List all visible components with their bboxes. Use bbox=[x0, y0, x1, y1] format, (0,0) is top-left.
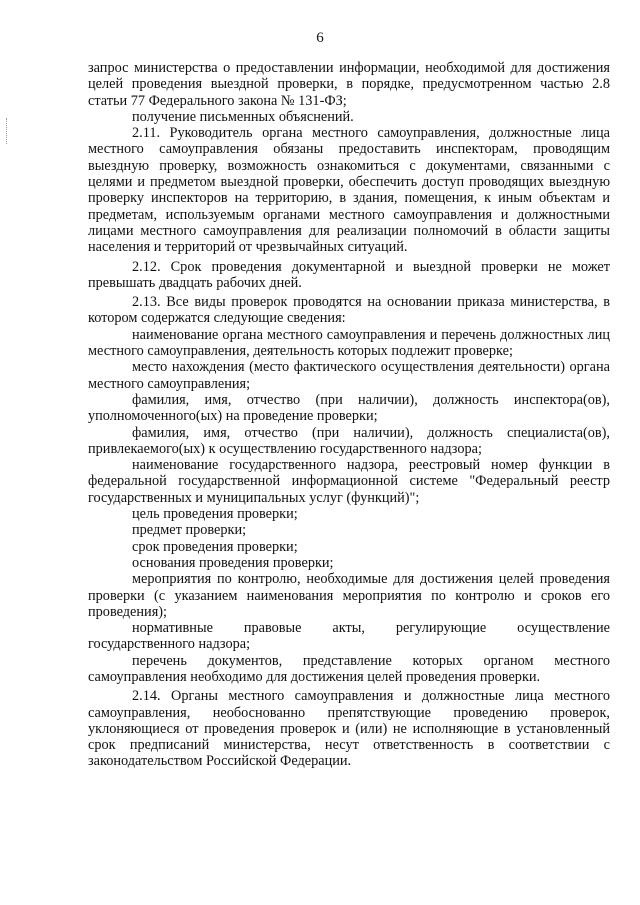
paragraph-request-info: запрос министерства о предоставлении информации, необходимой для достижения целей проведения выездной проверки, в порядке, предусмотренном частью 2.8 статьи 77 Федерального закона № 131-ФЗ; bbox=[88, 60, 610, 109]
list-item-supervision-name: наименование государственного надзора, реестровый номер функции в федеральной государственной информационной системе "Федеральный реестр государственных и муниципальных услуг (функций)"; bbox=[88, 457, 610, 506]
paragraph-2-12: 2.12. Срок проведения документарной и выездной проверки не может превышать двадцать рабочих дней. bbox=[88, 258, 610, 291]
list-item-legal-acts: нормативные правовые акты, регулирующие осуществление государственного надзора; bbox=[88, 620, 610, 653]
scan-edge-mark bbox=[6, 118, 9, 144]
paragraph-written-explanations: получение письменных объяснений. bbox=[132, 108, 354, 125]
document-body bbox=[88, 60, 610, 770]
list-item-authority-name: наименование органа местного самоуправления и перечень должностных лиц местного самоуправления, деятельность которых подлежит проверке; bbox=[88, 326, 610, 360]
list-item-term: срок проведения проверки; bbox=[132, 538, 298, 555]
paragraph-2-14: 2.14. Органы местного самоуправления и должностные лица местного самоуправления, необоснованно препятствующие проведению проверок, уклоняющиеся от проведения проверок и (или) не исполняющие в установленный срок предписаний министерства, несут ответственность в соответствии с законодательством Российской Федерации. bbox=[88, 688, 610, 770]
paragraph-2-13: 2.13. Все виды проверок проводятся на основании приказа министерства, в котором содержатся следующие сведения: bbox=[88, 294, 610, 327]
list-item-grounds: основания проведения проверки; bbox=[132, 554, 334, 571]
list-item-purpose: цель проведения проверки; bbox=[132, 506, 298, 523]
list-item-specialists: фамилия, имя, отчество (при наличии), должность специалиста(ов), привлекаемого(ых) к осуществлению государственного надзора; bbox=[88, 424, 610, 457]
list-item-inspectors: фамилия, имя, отчество (при наличии), должность инспектора(ов), уполномоченного(ых) на проведение проверки; bbox=[88, 391, 610, 425]
list-item-subject: предмет проверки; bbox=[132, 522, 247, 539]
paragraph-2-11: 2.11. Руководитель органа местного самоуправления, должностные лица местного самоуправления обязаны предоставить инспекторам, проводящим выездную проверку, возможность ознакомиться с документами, связанными с целями и предметом выездной проверки, обеспечить доступ проводящих выездную проверку инспекторов на территорию, в здания, помещения, к иным объектам и предметам, используемым органами местного самоуправления и должностными лицами местного самоуправления для реализации полномочий в области защиты населения и территорий от чрезвычайных ситуаций. bbox=[88, 125, 610, 256]
list-item-documents: перечень документов, представление которых органом местного самоуправления необходимо для достижения целей проведения проверки. bbox=[88, 652, 610, 685]
list-item-control-measures: мероприятия по контролю, необходимые для достижения целей проведения проверки (с указанием наименования мероприятия по контролю и сроков его проведения); bbox=[88, 571, 610, 620]
page-number: 6 bbox=[316, 30, 324, 46]
list-item-location: место нахождения (место фактического осуществления деятельности) органа местного самоуправления; bbox=[88, 359, 610, 392]
